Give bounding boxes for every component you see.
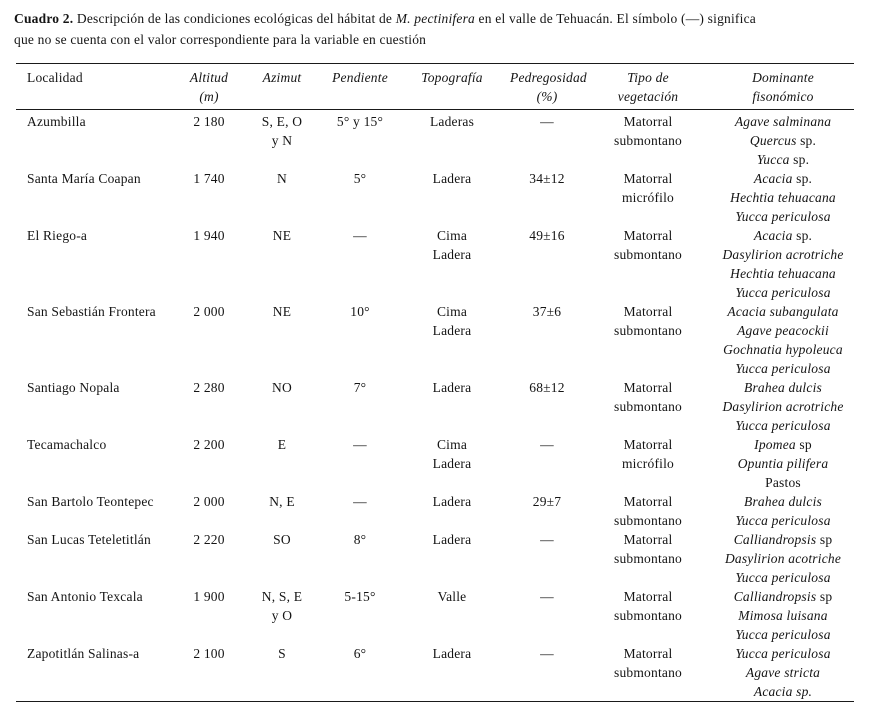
header-line: Localidad	[27, 70, 83, 85]
caption-line	[14, 29, 855, 50]
cell-line: Cima	[436, 228, 468, 243]
cell-line: Ladera	[432, 247, 472, 262]
cell-localidad: San Antonio Texcala	[27, 589, 143, 604]
cell-pendiente: 5°	[353, 171, 367, 186]
cell-line: Valle	[437, 589, 467, 604]
text-segment: Gochnatia hypoleuca	[723, 342, 843, 357]
cell-tipo	[584, 644, 712, 702]
cell-line: submontano	[614, 608, 682, 623]
cell-localidad: Santiago Nopala	[27, 380, 120, 395]
habitat-conditions-table	[16, 63, 854, 702]
header-line: Azimut	[262, 70, 302, 85]
cell-topografia	[394, 169, 510, 226]
cell-pendiente: 6°	[353, 646, 367, 661]
cell-pedregosidad: —	[540, 532, 554, 547]
cell-line: submontano	[614, 399, 682, 414]
species-line	[712, 435, 854, 454]
header-line: Dominante	[752, 70, 814, 85]
species-line	[712, 131, 854, 150]
header-row	[16, 64, 854, 110]
cell-dominante	[712, 110, 854, 170]
species-line	[712, 150, 854, 169]
text-segment: Descripción de las condiciones ecológicas del hábitat de	[73, 11, 396, 26]
species-line	[712, 625, 854, 644]
cell-pedregosidad: 49±16	[529, 228, 565, 243]
cell-azimut	[238, 587, 326, 644]
cell-pendiente: 5-15°	[344, 589, 376, 604]
table-row	[16, 378, 854, 435]
cell-altitud: 1 940	[193, 228, 225, 243]
cell-line: N	[277, 171, 287, 186]
species-line	[712, 264, 854, 283]
cell-pendiente: —	[353, 494, 367, 509]
species-line	[712, 397, 854, 416]
text-segment: Acacia subangulata	[727, 304, 839, 319]
cell-dominante	[712, 378, 854, 435]
cell-pedregosidad: 29±7	[532, 494, 562, 509]
text-segment: Acacia	[753, 171, 793, 186]
species-line	[712, 644, 854, 663]
species-line	[712, 112, 854, 131]
species-line	[712, 473, 854, 492]
table-row	[16, 492, 854, 530]
cell-localidad: Santa María Coapan	[27, 171, 141, 186]
cell-localidad: Tecamachalco	[27, 437, 107, 452]
table-row	[16, 435, 854, 492]
text-segment: Quercus	[749, 133, 797, 148]
cell-altitud: 2 220	[193, 532, 225, 547]
text-segment: sp.	[789, 152, 810, 167]
cell-azimut	[238, 302, 326, 378]
header-line: Tipo de	[627, 70, 669, 85]
cell-topografia	[394, 302, 510, 378]
cell-line: Ladera	[432, 532, 472, 547]
header-line: Altitud	[189, 70, 229, 85]
cell-line: Cima	[436, 437, 468, 452]
species-line	[712, 169, 854, 188]
species-line	[712, 568, 854, 587]
paper-page	[0, 8, 869, 709]
species-line	[712, 359, 854, 378]
cell-azimut	[238, 169, 326, 226]
species-line	[712, 511, 854, 530]
cell-tipo	[584, 226, 712, 302]
column-header-dominante	[712, 64, 854, 110]
cell-line: Matorral	[623, 589, 673, 604]
cell-dominante	[712, 530, 854, 587]
header-line: vegetación	[617, 89, 679, 104]
species-line	[712, 302, 854, 321]
table-row	[16, 644, 854, 702]
species-line	[712, 283, 854, 302]
cell-pedregosidad: —	[540, 437, 554, 452]
cell-altitud: 1 900	[193, 589, 225, 604]
species-line	[712, 549, 854, 568]
cell-topografia	[394, 644, 510, 702]
table-row	[16, 110, 854, 170]
header-line: (m)	[199, 89, 219, 104]
cell-line: submontano	[614, 133, 682, 148]
cell-line: Ladera	[432, 171, 472, 186]
cell-tipo	[584, 169, 712, 226]
cell-line: Cima	[436, 304, 468, 319]
cell-line: Matorral	[623, 532, 673, 547]
cell-line: Ladera	[432, 323, 472, 338]
column-header-tipo	[584, 64, 712, 110]
cell-line: Ladera	[432, 456, 472, 471]
cell-line: SO	[273, 532, 291, 547]
cell-topografia	[394, 530, 510, 587]
column-header-topografia	[394, 64, 510, 110]
cell-line: Ladera	[432, 646, 472, 661]
header-line: Pendiente	[332, 70, 388, 85]
cell-line: Matorral	[623, 228, 673, 243]
cell-tipo	[584, 530, 712, 587]
text-segment: Acacia sp.	[753, 684, 813, 699]
header-line: Pedregosidad	[510, 70, 587, 85]
cell-pedregosidad: —	[540, 589, 554, 604]
text-segment: Agave peacockii	[737, 323, 829, 338]
text-segment: Agave salminana	[734, 114, 832, 129]
cell-line: NO	[272, 380, 292, 395]
cell-topografia	[394, 587, 510, 644]
cell-topografia	[394, 226, 510, 302]
table-row	[16, 587, 854, 644]
cell-line: E	[277, 437, 287, 452]
column-header-localidad	[16, 64, 180, 110]
header-line: Topografía	[421, 70, 483, 85]
text-segment: Hechtia tehuacana	[730, 266, 836, 281]
cell-altitud: 2 200	[193, 437, 225, 452]
species-line	[712, 530, 854, 549]
cell-pendiente: 7°	[353, 380, 367, 395]
text-segment: Acacia	[753, 228, 793, 243]
cell-pedregosidad: —	[540, 646, 554, 661]
text-segment: Yucca periculosa	[735, 646, 831, 661]
cell-line: NE	[272, 304, 292, 319]
cell-line: N, S, E	[261, 589, 303, 604]
cell-azimut	[238, 378, 326, 435]
cell-line: submontano	[614, 665, 682, 680]
species-line	[712, 587, 854, 606]
text-segment: Calliandropsis	[733, 589, 817, 604]
cell-azimut	[238, 644, 326, 702]
cell-line: micrófilo	[621, 456, 675, 471]
cell-line: Matorral	[623, 437, 673, 452]
cell-line: Matorral	[623, 646, 673, 661]
table-row	[16, 169, 854, 226]
species-line	[712, 321, 854, 340]
cell-line: Matorral	[623, 494, 673, 509]
cell-pedregosidad: 68±12	[529, 380, 565, 395]
cell-altitud: 2 000	[193, 304, 225, 319]
cell-line: y N	[271, 133, 293, 148]
cell-line: Matorral	[623, 380, 673, 395]
table-row	[16, 530, 854, 587]
cell-tipo	[584, 435, 712, 492]
table-row	[16, 302, 854, 378]
table-caption	[14, 8, 855, 50]
cell-pendiente: 8°	[353, 532, 367, 547]
text-segment: Brahea dulcis	[744, 380, 822, 395]
text-segment: en el valle de Tehuacán. El símbolo (—) significa	[474, 11, 756, 26]
cell-pendiente: 5° y 15°	[336, 114, 384, 129]
text-segment: sp	[816, 532, 833, 547]
cell-localidad: San Sebastián Frontera	[27, 304, 156, 319]
cell-altitud: 2 180	[193, 114, 225, 129]
text-segment: sp.	[792, 171, 813, 186]
cell-localidad: San Bartolo Teontepec	[27, 494, 154, 509]
column-header-pendiente	[326, 64, 394, 110]
table-row	[16, 226, 854, 302]
cell-azimut	[238, 226, 326, 302]
cell-tipo	[584, 587, 712, 644]
text-segment: Cuadro 2.	[14, 11, 74, 26]
text-segment: Opuntia pilifera	[737, 456, 829, 471]
text-segment: Calliandropsis	[733, 532, 817, 547]
cell-localidad: San Lucas Teteletitlán	[27, 532, 151, 547]
text-segment: que no se cuenta con el valor correspondiente para la variable en cuestión	[14, 32, 427, 47]
species-line	[712, 207, 854, 226]
text-segment: Agave stricta	[745, 665, 821, 680]
table-body	[16, 110, 854, 702]
cell-dominante	[712, 644, 854, 702]
text-segment: Brahea dulcis	[744, 494, 822, 509]
column-header-azimut	[238, 64, 326, 110]
cell-dominante	[712, 492, 854, 530]
cell-azimut	[238, 492, 326, 530]
species-line	[712, 378, 854, 397]
cell-pedregosidad: 37±6	[532, 304, 562, 319]
text-segment: Yucca periculosa	[735, 513, 831, 528]
cell-line: Matorral	[623, 171, 673, 186]
text-segment: Ipomea	[754, 437, 796, 452]
cell-line: submontano	[614, 513, 682, 528]
cell-altitud: 2 280	[193, 380, 225, 395]
cell-topografia	[394, 378, 510, 435]
cell-line: micrófilo	[621, 190, 675, 205]
species-line	[712, 492, 854, 511]
cell-line: Ladera	[432, 494, 472, 509]
cell-line: Laderas	[429, 114, 475, 129]
cell-pendiente: —	[353, 228, 367, 243]
cell-line: y O	[271, 608, 293, 623]
cell-line: submontano	[614, 323, 682, 338]
column-header-pedregosidad	[510, 64, 587, 110]
text-segment: Yucca periculosa	[735, 570, 831, 585]
cell-pedregosidad: —	[540, 114, 554, 129]
cell-localidad: Zapotitlán Salinas-a	[27, 646, 140, 661]
cell-azimut	[238, 110, 326, 170]
text-segment: Yucca periculosa	[735, 285, 831, 300]
text-segment: Mimosa luisana	[738, 608, 828, 623]
cell-topografia	[394, 492, 510, 530]
cell-azimut	[238, 530, 326, 587]
text-segment: sp.	[792, 228, 813, 243]
cell-line: Matorral	[623, 114, 673, 129]
cell-line: Matorral	[623, 304, 673, 319]
species-line	[712, 245, 854, 264]
cell-line: NE	[272, 228, 292, 243]
text-segment: Dasylirion acotriche	[724, 551, 842, 566]
species-line	[712, 454, 854, 473]
cell-pendiente: 10°	[350, 304, 370, 319]
cell-azimut	[238, 435, 326, 492]
text-segment: Yucca	[756, 152, 790, 167]
text-segment: sp	[795, 437, 812, 452]
cell-tipo	[584, 110, 712, 170]
cell-topografia	[394, 110, 510, 170]
text-segment: Dasylirion acrotriche	[722, 399, 844, 414]
cell-line: submontano	[614, 247, 682, 262]
cell-topografia	[394, 435, 510, 492]
species-line	[712, 682, 854, 701]
text-segment: Yucca periculosa	[735, 209, 831, 224]
cell-dominante	[712, 302, 854, 378]
species-line	[712, 416, 854, 435]
text-segment: M. pectinifera	[395, 11, 475, 26]
text-segment: Yucca periculosa	[735, 418, 831, 433]
cell-dominante	[712, 226, 854, 302]
text-segment: Pastos	[765, 475, 801, 490]
cell-localidad: El Riego-a	[27, 228, 88, 243]
text-segment: Hechtia tehuacana	[730, 190, 836, 205]
caption-line	[14, 8, 855, 29]
text-segment: Yucca periculosa	[735, 361, 831, 376]
cell-line: S, E, O	[261, 114, 303, 129]
header-line: (%)	[536, 89, 558, 104]
text-segment: sp.	[796, 133, 817, 148]
text-segment: Yucca periculosa	[735, 627, 831, 642]
species-line	[712, 188, 854, 207]
cell-pendiente: —	[353, 437, 367, 452]
text-segment: Dasylirion acrotriche	[722, 247, 844, 262]
cell-line: submontano	[614, 551, 682, 566]
cell-dominante	[712, 587, 854, 644]
cell-dominante	[712, 169, 854, 226]
cell-dominante	[712, 435, 854, 492]
species-line	[712, 340, 854, 359]
table-header-row	[16, 64, 854, 110]
species-line	[712, 226, 854, 245]
cell-line: S	[278, 646, 286, 661]
column-header-altitud	[180, 64, 238, 110]
cell-altitud: 2 100	[193, 646, 225, 661]
cell-line: Ladera	[432, 380, 472, 395]
header-line: fisonómico	[752, 89, 814, 104]
cell-tipo	[584, 492, 712, 530]
cell-altitud: 2 000	[193, 494, 225, 509]
cell-tipo	[584, 302, 712, 378]
species-line	[712, 663, 854, 682]
text-segment: sp	[816, 589, 833, 604]
cell-altitud: 1 740	[193, 171, 225, 186]
cell-localidad: Azumbilla	[27, 114, 86, 129]
cell-tipo	[584, 378, 712, 435]
cell-pedregosidad: 34±12	[529, 171, 565, 186]
cell-line: N, E	[269, 494, 295, 509]
species-line	[712, 606, 854, 625]
